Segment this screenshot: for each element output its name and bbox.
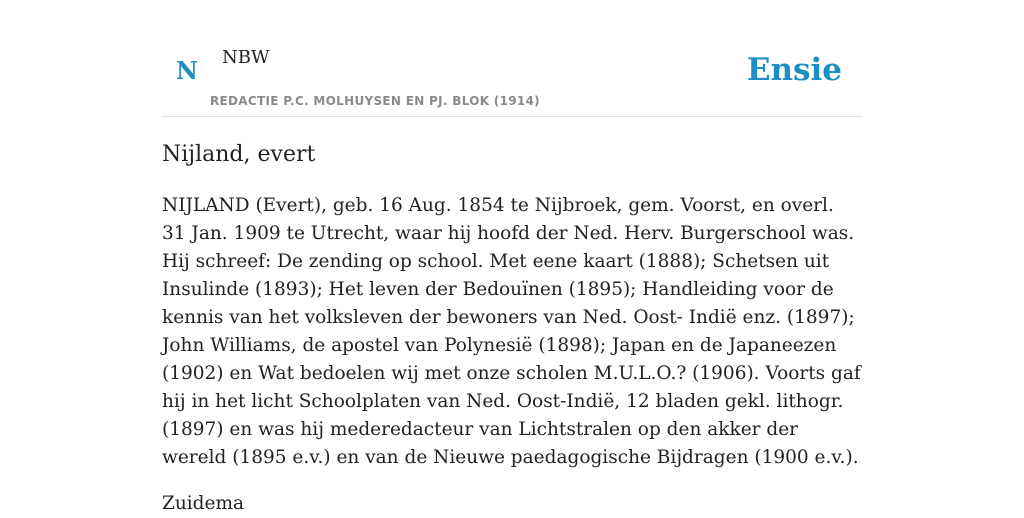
entry-author: Zuidema: [162, 493, 245, 514]
entry-body: NIJLAND (Evert), geb. 16 Aug. 1854 te Nijbroek, gem. Voorst, en overl. 31 Jan. 1909 te Utrecht, waar hij hoofd der Ned. Herv. Burgerschool was. Hij schreef: De zending op school. Met eene kaart (1888); Schetsen uit Insulinde (1893); Het leven der Bedouïnen (1895); Handleiding voor de kennis van het volksleven der bewoners van Ned. Oost- Indië enz. (1897); John Williams, de apostel van Polynesië (1898); Japan en de Japaneezen (1902) en Wat bedoelen wij met onze scholen M.U.L.O.? (1906). Voorts gaf hij in het licht Schoolplaten van Ned. Oost-Indië, 12 bladen gekl. lithogr. (1897) en was hij mederedacteur van Lichtstralen op den akker der wereld (1895 e.v.) en van de Nieuwe paedagogische Bijdragen (1900 e.v.).: [162, 195, 861, 468]
source-logo[interactable]: N: [176, 56, 198, 85]
source-name[interactable]: NBW: [222, 47, 270, 68]
entry-title: Nijland, evert: [162, 142, 316, 167]
source-subtitle: REDACTIE P.C. MOLHUYSEN EN PJ. BLOK (1914): [210, 94, 540, 108]
brand-logo[interactable]: Ensie: [746, 52, 842, 88]
site-header: [162, 0, 862, 117]
